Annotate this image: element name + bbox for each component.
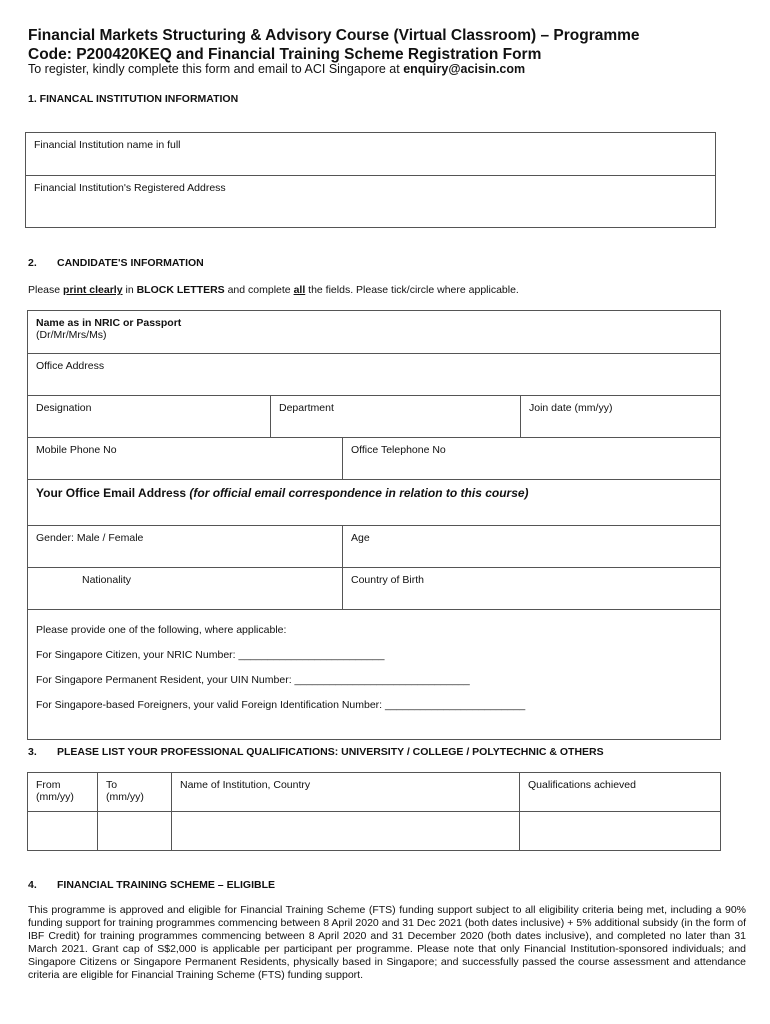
qualifications-column-label: Qualifications achieved: [528, 779, 636, 791]
institution-column-label: Name of Institution, Country: [180, 779, 311, 791]
qualifications-column-header: [520, 773, 721, 812]
office-phone-label: Office Telephone No: [351, 444, 446, 456]
candidate-name-field[interactable]: [28, 311, 721, 354]
from-column-header: [28, 773, 98, 812]
join-date-field[interactable]: [521, 396, 721, 438]
form-title-line-2: Code: P200420KEQ and Financial Training Scheme Registration Form: [28, 46, 542, 63]
to-column-header: [98, 773, 172, 812]
candidate-name-label: Name as in NRIC or Passport: [36, 317, 182, 329]
qualifications-entry-cell[interactable]: [520, 812, 721, 851]
join-date-label: Join date (mm/yy): [529, 402, 613, 414]
section-4-title: FINANCIAL TRAINING SCHEME – ELIGIBLE: [57, 879, 275, 891]
instruction-part-1: Please: [28, 284, 64, 296]
instruction-print-clearly: print clearly: [63, 284, 123, 296]
institution-entry-cell[interactable]: [172, 812, 520, 851]
registered-address-field[interactable]: [26, 176, 716, 228]
section-2-heading: [28, 257, 204, 269]
section-1-heading: 1. FINANCAL INSTITUTION INFORMATION: [28, 93, 239, 105]
country-of-birth-field[interactable]: [343, 568, 721, 610]
candidate-instruction: [28, 284, 519, 296]
intro-instruction: To register, kindly complete this form and email to ACI Singapore at: [28, 62, 404, 76]
form-title-line-1: Financial Markets Structuring & Advisory Course (Virtual Classroom) – Programme: [28, 27, 640, 44]
institution-info-table: [25, 132, 716, 228]
identification-intro: Please provide one of the following, where applicable:: [36, 624, 287, 636]
intro-text: [28, 62, 525, 76]
section-3-title: PLEASE LIST YOUR PROFESSIONAL QUALIFICATIONS: UNIVERSITY / COLLEGE / POLYTECHNIC & OTHERS: [57, 746, 604, 758]
to-format: (mm/yy): [106, 791, 144, 803]
section-2-title: CANDIDATE'S INFORMATION: [57, 257, 204, 269]
instruction-all: all: [293, 284, 306, 296]
gender-field[interactable]: [28, 526, 343, 568]
candidate-name-hint: (Dr/Mr/Mrs/Ms): [36, 329, 107, 341]
registered-address-label: Financial Institution's Registered Address: [34, 182, 226, 194]
mobile-phone-label: Mobile Phone No: [36, 444, 117, 456]
qualifications-table: [27, 772, 721, 851]
department-field[interactable]: [271, 396, 521, 438]
instruction-part-4: the fields. Please tick/circle where applicable.: [305, 284, 519, 296]
nric-number-line: For Singapore Citizen, your NRIC Number: _________________________: [36, 649, 385, 661]
fts-eligibility-paragraph: This programme is approved and eligible for Financial Training Scheme (FTS) funding support subject to all eligibility criteria being met, including a 90% funding support for training programmes commencing between 8 April 2020 and 31 Dec 2021 (both dates inclusive) + 5% additional subsidy (in the form of IBF Credit) for training programmes commencing between 8 April 2020 and 31 December 2020 (both dates inclusive), and completed no later than 31 March 2021. Grant cap of S$2,000 is applicable per participant per programme. Please note that only Financial Institution-sponsored individuals; and Singapore Citizens or Singapore Permanent Residents, physically based in Singapore; and successfully passed the course assessment and attendance criteria are eligible for Financial Training Scheme (FTS) funding support.: [28, 904, 746, 981]
instruction-part-2: in: [122, 284, 137, 296]
section-3-heading: [28, 746, 604, 758]
from-label: From: [36, 779, 61, 791]
office-address-label: Office Address: [36, 360, 105, 372]
contact-email-link[interactable]: enquiry@acisin.com: [403, 62, 526, 76]
office-phone-field[interactable]: [343, 438, 721, 480]
form-title: [28, 26, 748, 64]
section-4-number: 4.: [28, 879, 37, 891]
age-label: Age: [351, 532, 370, 544]
nationality-field[interactable]: [28, 568, 343, 610]
to-label: To: [106, 779, 118, 791]
gender-label: Gender: Male / Female: [36, 532, 144, 544]
mobile-phone-field[interactable]: [28, 438, 343, 480]
uin-number-line: For Singapore Permanent Resident, your UIN Number: ______________________________: [36, 674, 470, 686]
candidate-info-table: [27, 310, 721, 740]
age-field[interactable]: [343, 526, 721, 568]
department-label: Department: [279, 402, 334, 414]
designation-field[interactable]: [28, 396, 271, 438]
office-email-field[interactable]: [28, 480, 721, 526]
to-entry-cell[interactable]: [98, 812, 172, 851]
country-of-birth-label: Country of Birth: [351, 574, 424, 586]
instruction-block-letters: BLOCK LETTERS: [136, 284, 225, 296]
institution-column-header: [172, 773, 520, 812]
from-format: (mm/yy): [36, 791, 74, 803]
instruction-part-3: and complete: [224, 284, 294, 296]
institution-name-label: Financial Institution name in full: [34, 139, 181, 151]
office-address-field[interactable]: [28, 354, 721, 396]
identification-field[interactable]: [28, 610, 721, 740]
from-entry-cell[interactable]: [28, 812, 98, 851]
section-3-number: 3.: [28, 746, 37, 758]
section-4-heading: [28, 879, 275, 891]
institution-name-field[interactable]: [26, 133, 716, 176]
designation-label: Designation: [36, 402, 92, 414]
section-2-number: 2.: [28, 257, 37, 269]
foreign-id-line: For Singapore-based Foreigners, your valid Foreign Identification Number: ________________________: [36, 699, 526, 711]
office-email-label-text: Your Office Email Address: [36, 486, 190, 500]
nationality-label: Nationality: [82, 574, 132, 586]
office-email-label: [36, 486, 529, 500]
office-email-hint: (for official email correspondence in relation to this course): [189, 486, 529, 500]
